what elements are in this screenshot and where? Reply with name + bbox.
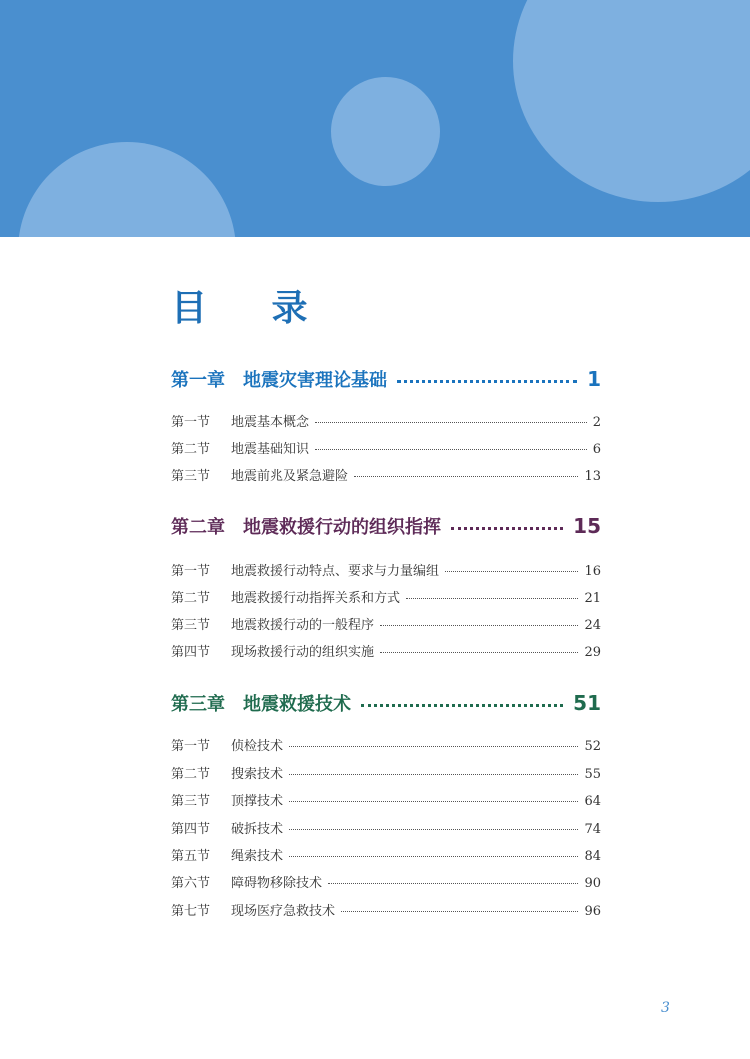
leader-dots bbox=[445, 571, 578, 572]
decorative-circle-middle bbox=[331, 77, 440, 186]
section-number: 第二节 bbox=[171, 767, 211, 782]
section-page: 52 bbox=[584, 739, 601, 754]
section-number: 第七节 bbox=[171, 904, 211, 919]
toc-title: 目 录 bbox=[171, 288, 334, 329]
leader-dots bbox=[315, 422, 587, 423]
chapter-2-label: 第二章 地震救援行动的组织指挥 bbox=[171, 517, 441, 538]
toc-section-entry[interactable] bbox=[171, 587, 601, 609]
section-page: 21 bbox=[584, 591, 601, 606]
chapter-1-entry[interactable] bbox=[171, 364, 601, 394]
chapter-3-label: 第三章 地震救援技术 bbox=[171, 694, 351, 715]
toc-section-entry[interactable] bbox=[171, 763, 601, 785]
leader-dots bbox=[289, 801, 578, 802]
leader-dots bbox=[380, 625, 578, 626]
toc-section-entry[interactable] bbox=[171, 872, 601, 894]
section-number: 第五节 bbox=[171, 849, 211, 864]
section-title: 地震前兆及紧急避险 bbox=[231, 469, 349, 484]
chapter-3-page: 51 bbox=[573, 691, 601, 715]
leader-dots bbox=[361, 704, 563, 707]
chapter-2-page: 15 bbox=[573, 514, 601, 538]
toc-section-entry[interactable] bbox=[171, 845, 601, 867]
toc-section-entry[interactable] bbox=[171, 411, 601, 433]
leader-dots bbox=[354, 476, 578, 477]
section-page: 16 bbox=[584, 564, 601, 579]
leader-dots bbox=[289, 746, 578, 747]
section-page: 74 bbox=[584, 822, 601, 837]
section-title: 地震基本概念 bbox=[231, 415, 310, 430]
section-title: 现场医疗急救技术 bbox=[231, 904, 336, 919]
chapter-3-entry[interactable] bbox=[171, 688, 601, 718]
section-number: 第六节 bbox=[171, 876, 211, 891]
leader-dots bbox=[341, 911, 578, 912]
decorative-circle-left bbox=[18, 142, 236, 237]
section-title: 绳索技术 bbox=[231, 849, 284, 864]
section-number: 第二节 bbox=[171, 442, 211, 457]
section-page: 90 bbox=[584, 876, 601, 891]
toc-section-entry[interactable] bbox=[171, 790, 601, 812]
toc-section-entry[interactable] bbox=[171, 735, 601, 757]
section-title: 破拆技术 bbox=[231, 822, 284, 837]
toc-section-entry[interactable] bbox=[171, 465, 601, 487]
section-page: 84 bbox=[584, 849, 601, 864]
leader-dots bbox=[289, 829, 578, 830]
page-number: 3 bbox=[661, 1000, 670, 1016]
section-title: 障碍物移除技术 bbox=[231, 876, 323, 891]
section-number: 第三节 bbox=[171, 794, 211, 809]
toc-section-entry[interactable] bbox=[171, 818, 601, 840]
section-page: 13 bbox=[584, 469, 601, 484]
toc-section-entry[interactable] bbox=[171, 560, 601, 582]
section-title: 侦检技术 bbox=[231, 739, 284, 754]
section-page: 55 bbox=[584, 767, 601, 782]
toc-section-entry[interactable] bbox=[171, 641, 601, 663]
leader-dots bbox=[315, 449, 587, 450]
chapter-2-entry[interactable] bbox=[171, 511, 601, 541]
leader-dots bbox=[451, 527, 563, 530]
toc-section-entry[interactable] bbox=[171, 438, 601, 460]
section-page: 64 bbox=[584, 794, 601, 809]
section-number: 第三节 bbox=[171, 618, 211, 633]
section-title: 地震救援行动特点、要求与力量编组 bbox=[231, 564, 440, 579]
section-number: 第一节 bbox=[171, 415, 211, 430]
leader-dots bbox=[328, 883, 578, 884]
section-page: 29 bbox=[584, 645, 601, 660]
chapter-1-label: 第一章 地震灾害理论基础 bbox=[171, 370, 387, 391]
section-title: 搜索技术 bbox=[231, 767, 284, 782]
section-title: 顶撑技术 bbox=[231, 794, 284, 809]
section-number: 第一节 bbox=[171, 739, 211, 754]
section-page: 6 bbox=[592, 442, 601, 457]
section-title: 现场救援行动的组织实施 bbox=[231, 645, 375, 660]
leader-dots bbox=[380, 652, 578, 653]
chapter-1-page: 1 bbox=[587, 367, 601, 391]
leader-dots bbox=[289, 856, 578, 857]
section-page: 96 bbox=[584, 904, 601, 919]
section-title: 地震基础知识 bbox=[231, 442, 310, 457]
section-number: 第一节 bbox=[171, 564, 211, 579]
section-number: 第二节 bbox=[171, 591, 211, 606]
section-number: 第四节 bbox=[171, 645, 211, 660]
section-title: 地震救援行动指挥关系和方式 bbox=[231, 591, 401, 606]
section-number: 第四节 bbox=[171, 822, 211, 837]
leader-dots bbox=[289, 774, 578, 775]
leader-dots bbox=[406, 598, 578, 599]
toc-section-entry[interactable] bbox=[171, 900, 601, 922]
section-number: 第三节 bbox=[171, 469, 211, 484]
header-banner bbox=[0, 0, 750, 237]
toc-section-entry[interactable] bbox=[171, 614, 601, 636]
section-page: 24 bbox=[584, 618, 601, 633]
leader-dots bbox=[397, 380, 577, 383]
section-page: 2 bbox=[592, 415, 601, 430]
section-title: 地震救援行动的一般程序 bbox=[231, 618, 375, 633]
decorative-circle-right bbox=[513, 0, 750, 202]
